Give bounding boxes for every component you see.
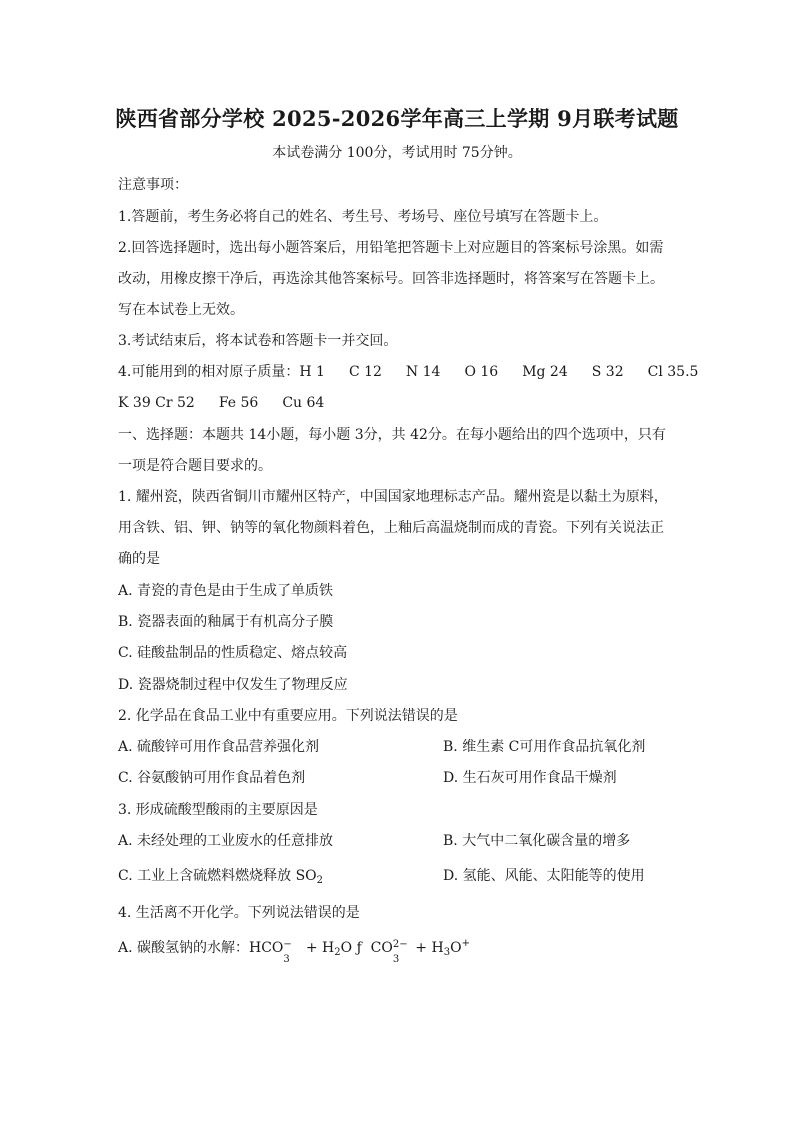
subscript: 2	[334, 947, 341, 958]
question-1-option-c: C. 硅酸盐制品的性质稳定、熔点较高	[118, 645, 348, 661]
formula-hco: HCO	[249, 940, 284, 956]
formula-h: + H	[410, 940, 444, 956]
atomic-mass-label: 4.可能用到的相对原子质量：	[118, 364, 300, 380]
subscript: 3	[443, 947, 451, 958]
formula-h: + H	[301, 940, 335, 956]
notice-heading: 注意事项：	[118, 177, 188, 193]
question-3-option-b: B. 大气中二氧化碳含量的增多	[443, 833, 631, 849]
option-c-text: C. 工业上含硫燃料燃烧释放 SO	[118, 868, 317, 884]
notice-item-1: 1.答题前，考生务必将自己的姓名、考生号、考场号、座位号填写在答题卡上。	[118, 209, 608, 225]
atomic-mass: C 12	[348, 364, 382, 380]
atomic-mass: Cl 35.5	[647, 364, 699, 380]
atomic-mass: Mg 24	[522, 364, 568, 380]
question-3-option-d: D. 氢能、风能、太阳能等的使用	[443, 868, 645, 884]
question-2-option-b: B. 维生素 C可用作食品抗氧化剂	[443, 739, 646, 755]
question-1-option-a: A. 青瓷的青色是由于生成了单质铁	[118, 583, 334, 599]
chemical-equation: HCO − 3 + $H_2O$ ƒ CO 2− 3 + $H_3O^+$	[249, 938, 470, 965]
page-title: 陕西省部分学校 2025-2026学年高三上学期 9月联考试题	[115, 106, 679, 131]
subscript: 2	[316, 875, 324, 886]
question-1-stem-line-2: 用含铁、铝、钾、钠等的氧化物颜料着色，上釉后高温烧制而成的青瓷。下列有关说法正	[118, 520, 664, 536]
atomic-mass: O 16	[464, 364, 499, 380]
question-4-stem: 4. 生活离不开化学。下列说法错误的是	[118, 905, 360, 921]
formula-o: O	[450, 940, 462, 956]
atomic-mass: H 1	[299, 364, 325, 380]
question-3-stem: 3. 形成硫酸型酸雨的主要原因是	[118, 802, 318, 818]
notice-item-2-line-1: 2.回答选择题时，选出每小题答案后，用铅笔把答题卡上对应题目的答案标号涂黑。如需	[118, 240, 664, 256]
question-1-option-b: B. 瓷器表面的釉属于有机高分子膜	[118, 614, 334, 630]
section-heading-line-2: 一项是符合题目要求的。	[118, 458, 272, 474]
formula-co: CO	[370, 940, 393, 956]
question-4-option-a	[118, 938, 678, 965]
question-2-option-d: D. 生石灰可用作食品干燥剂	[443, 770, 617, 786]
question-2-option-c: C. 谷氨酸钠可用作食品着色剂	[118, 770, 306, 786]
atomic-mass: K 39 Cr 52	[118, 395, 195, 411]
question-3-option-c	[118, 866, 438, 886]
notice-item-2-line-3: 写在本试卷上无效。	[118, 302, 244, 318]
exam-info: 本试卷满分 100分，考试用时 75分钟。	[272, 145, 522, 161]
formula-o-arrow: O ƒ	[340, 940, 362, 956]
notice-item-2-line-2: 改动，用橡皮擦干净后，再选涂其他答案标号。回答非选择题时，将答案写在答题卡上。	[118, 271, 664, 287]
notice-item-4-continued	[118, 393, 678, 413]
atomic-mass: Fe 56	[218, 395, 259, 411]
superscript: +	[461, 938, 470, 949]
question-1-option-d: D. 瓷器烧制过程中仅发生了物理反应	[118, 677, 348, 693]
section-heading-line-1: 一、选择题：本题共 14小题，每小题 3分，共 42分。在每小题给出的四个选项中，只有	[118, 427, 666, 443]
question-2-option-a: A. 硫酸锌可用作食品营养强化剂	[118, 739, 320, 755]
atomic-mass: Cu 64	[282, 395, 325, 411]
question-1-stem-line-3: 确的是	[118, 551, 160, 567]
notice-item-4	[118, 362, 699, 382]
question-2-stem: 2. 化学品在食品工业中有重要应用。下列说法错误的是	[118, 708, 458, 724]
atomic-mass: S 32	[591, 364, 624, 380]
question-3-option-a: A. 未经处理的工业废水的任意排放	[118, 833, 334, 849]
option-a-text: A. 碳酸氢钠的水解：	[118, 940, 250, 956]
atomic-mass: N 14	[405, 364, 441, 380]
question-1-stem-line-1: 1. 耀州瓷，陕西省铜川市耀州区特产，中国国家地理标志产品。耀州瓷是以黏土为原料，	[118, 489, 668, 505]
notice-item-3: 3.考试结束后，将本试卷和答题卡一并交回。	[118, 333, 398, 349]
